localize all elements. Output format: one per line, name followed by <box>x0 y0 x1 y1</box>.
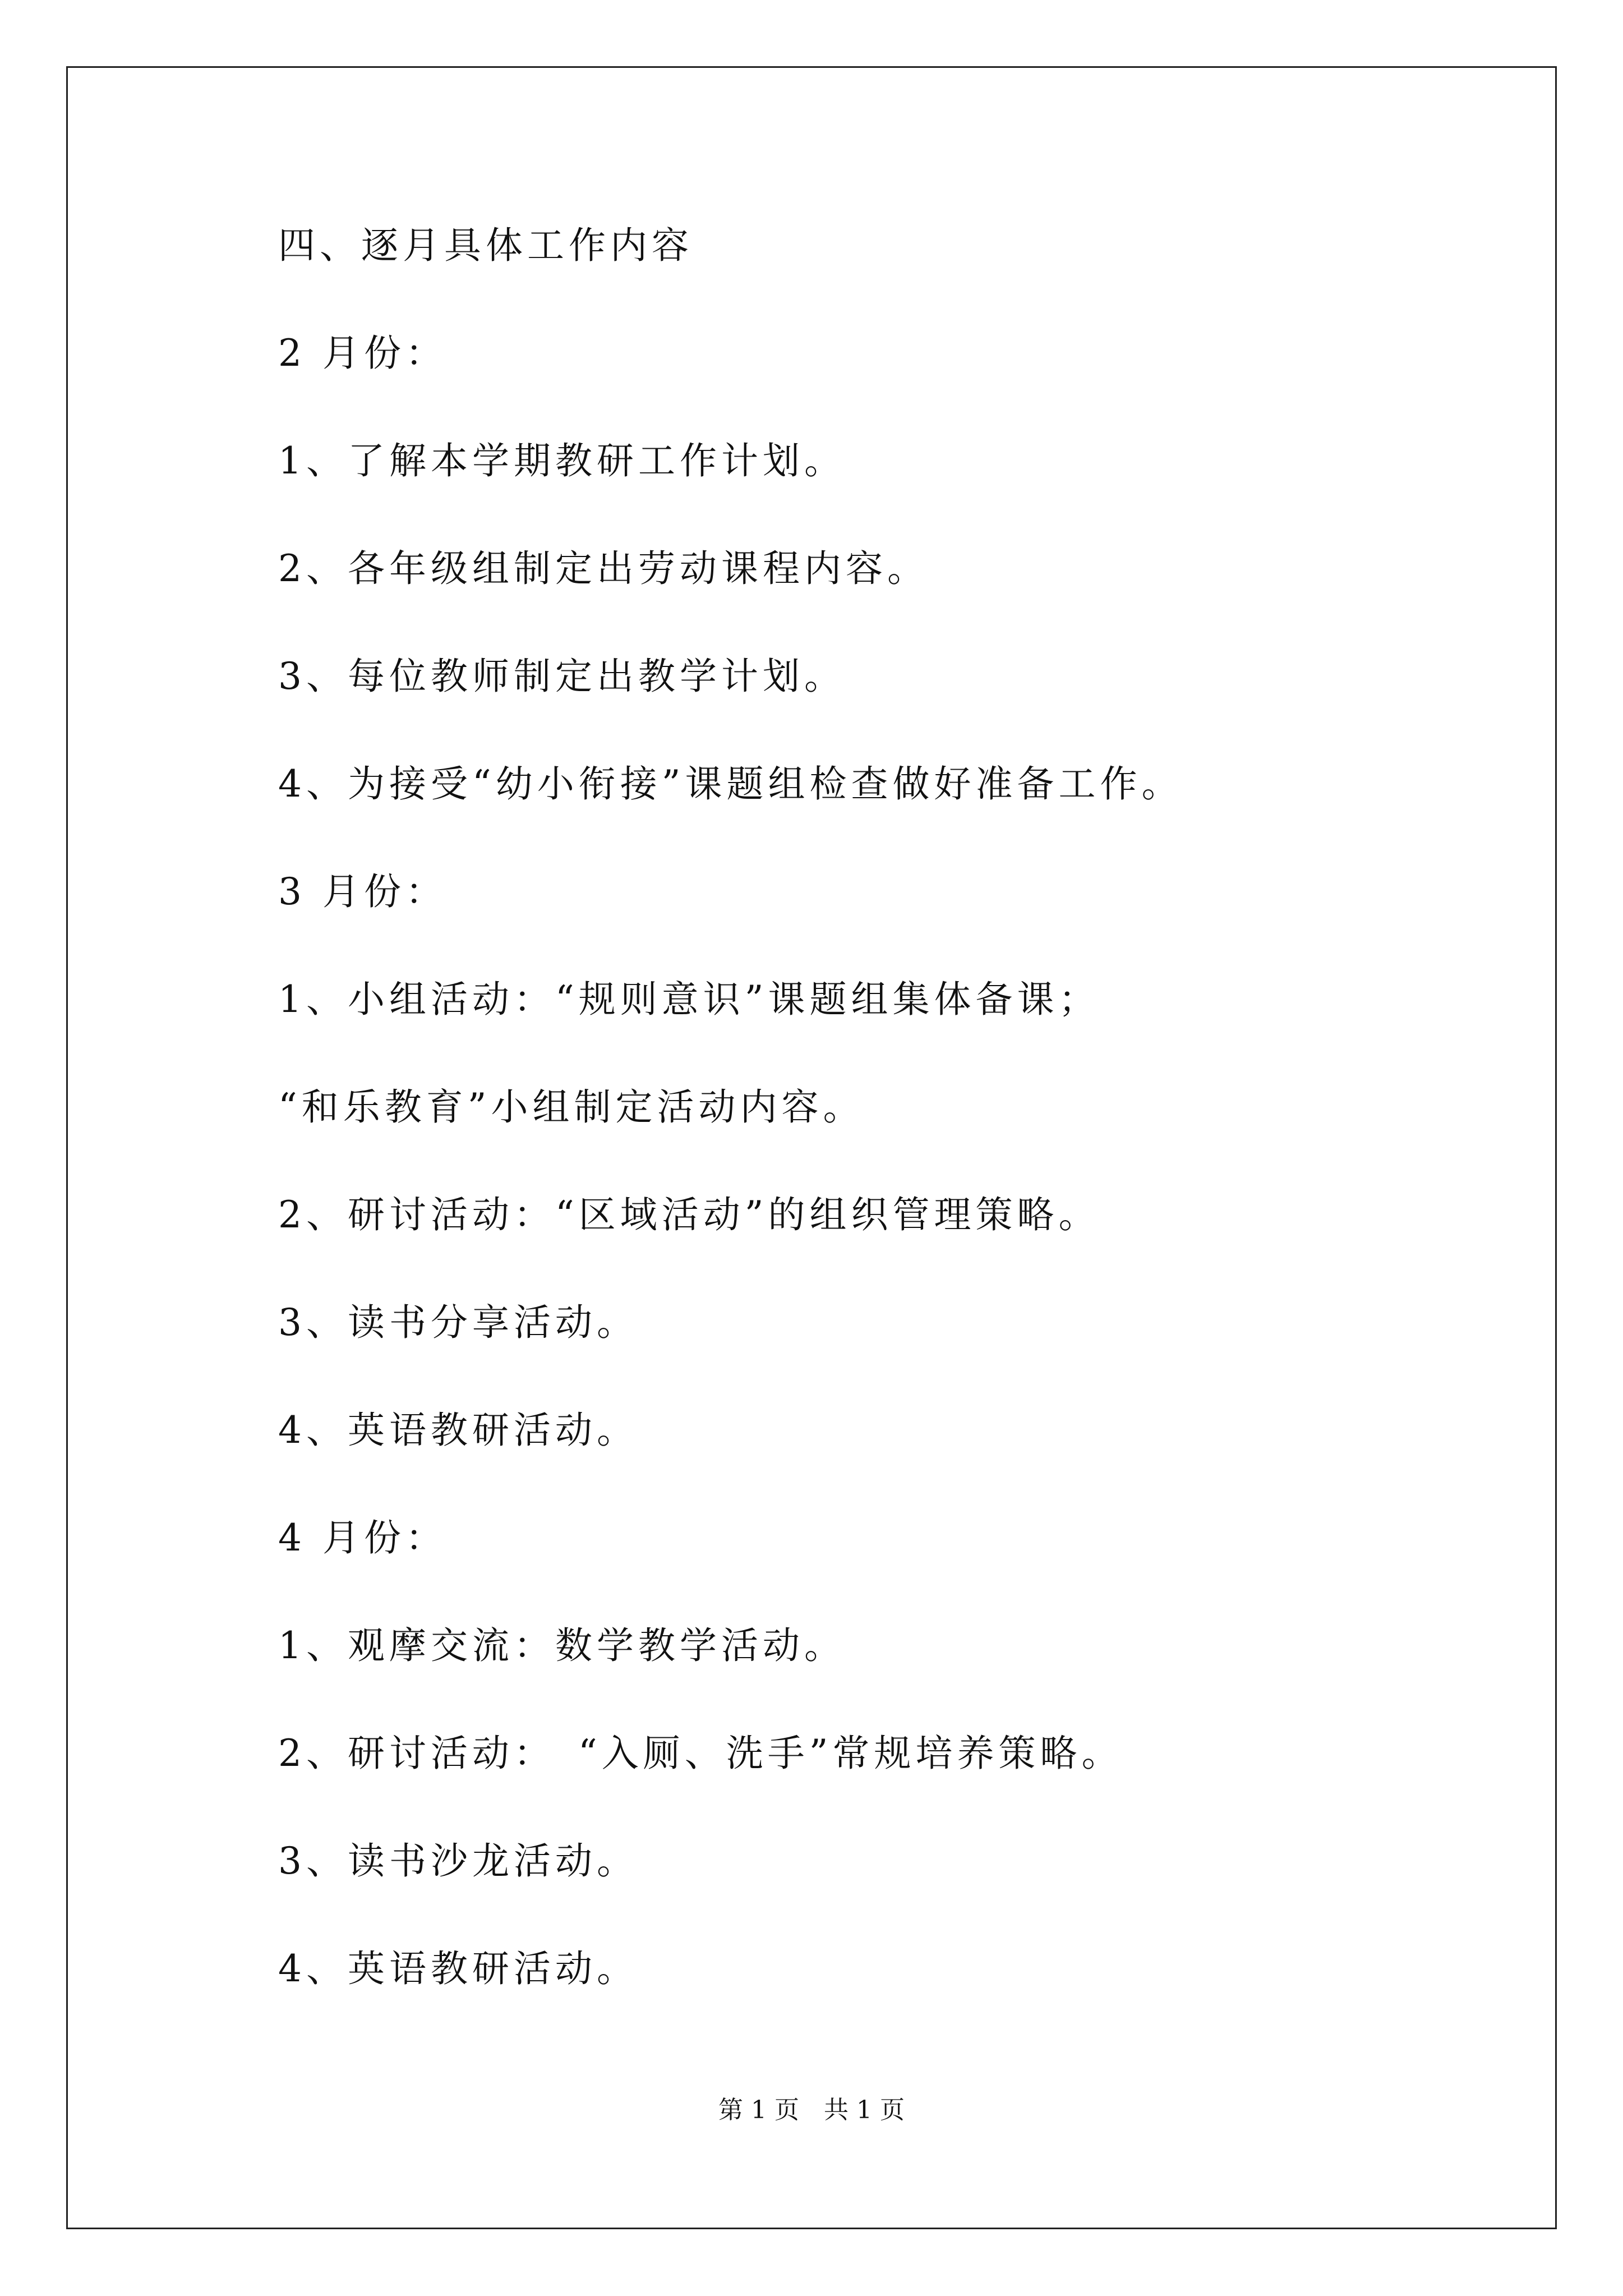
list-item: 3、读书分享活动。 <box>278 1301 638 1344</box>
list-item: 3、读书沙龙活动。 <box>278 1839 638 1883</box>
list-item: 1、了解本学期教研工作计划。 <box>278 439 846 482</box>
list-item-continuation: “和乐教育”小组制定活动内容。 <box>278 1085 865 1129</box>
month-heading-february: 2 月份： <box>278 332 447 375</box>
list-item: 2、研讨活动：“区域活动”的组织管理策略。 <box>278 1193 1100 1236</box>
list-item: 1、观摩交流：数学教学活动。 <box>278 1624 846 1667</box>
list-item: 4、英语教研活动。 <box>278 1409 638 1452</box>
month-heading-april: 4 月份： <box>278 1516 447 1559</box>
document-body <box>278 219 1456 2050</box>
list-item: 2、研讨活动： “入厕、洗手”常规培养策略。 <box>278 1732 1123 1775</box>
month-heading-march: 3 月份： <box>278 870 447 913</box>
list-item: 2、各年级组制定出劳动课程内容。 <box>278 547 929 590</box>
list-item: 4、英语教研活动。 <box>278 1947 638 1990</box>
section-heading: 四、逐月具体工作内容 <box>278 224 693 267</box>
list-item: 3、每位教师制定出教学计划。 <box>278 655 846 698</box>
page-footer: 第 1 页 共 1 页 <box>718 2096 905 2124</box>
list-item: 4、为接受“幼小衔接”课题组检查做好准备工作。 <box>278 762 1183 806</box>
list-item: 1、小组活动：“规则意识”课题组集体备课； <box>278 978 1100 1021</box>
